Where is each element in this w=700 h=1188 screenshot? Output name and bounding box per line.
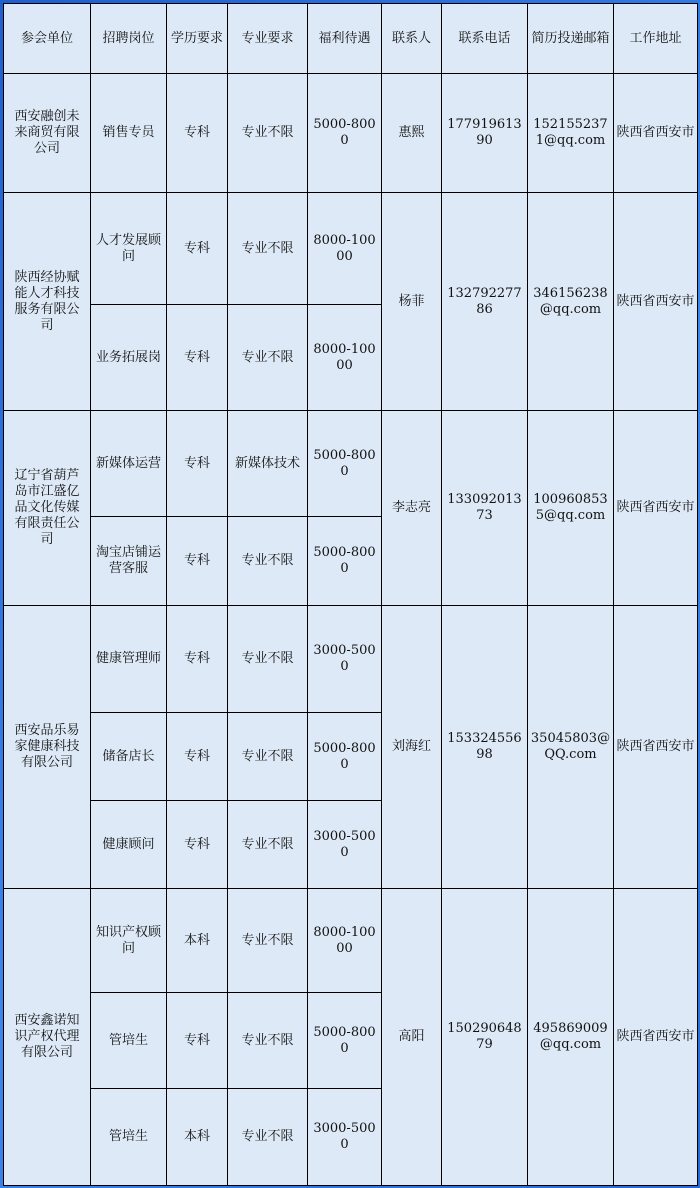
job-salary: 5000-8000: [308, 517, 382, 606]
header-contact: 联系人: [382, 4, 442, 74]
job-salary: 3000-5000: [308, 1089, 382, 1186]
job-major: 专业不限: [228, 74, 308, 193]
job-title: 知识产权顾问: [91, 889, 167, 993]
job-title: 淘宝店铺运营客服: [91, 517, 167, 606]
job-title: 业务拓展岗: [91, 305, 167, 411]
contact-name: 刘海红: [382, 606, 442, 889]
job-salary: 3000-5000: [308, 801, 382, 889]
recruitment-table: [3, 3, 698, 1186]
header-position: 招聘岗位: [91, 4, 167, 74]
header-education: 学历要求: [167, 4, 228, 74]
work-address: 陕西省西安市: [614, 411, 698, 606]
resume-email: 1521552371@qq.com: [528, 74, 614, 193]
job-major: 专业不限: [228, 713, 308, 801]
job-major: 专业不限: [228, 1089, 308, 1186]
job-salary: 8000-10000: [308, 889, 382, 993]
company-name: 西安品乐易家健康科技有限公司: [4, 606, 91, 889]
contact-phone: 15029064879: [442, 889, 528, 1186]
work-address: 陕西省西安市: [614, 74, 698, 193]
job-title: 管培生: [91, 993, 167, 1089]
resume-email: 35045803@QQ.com: [528, 606, 614, 889]
company-name: 辽宁省葫芦岛市江盛亿品文化传媒有限责任公司: [4, 411, 91, 606]
job-salary: 8000-10000: [308, 305, 382, 411]
job-education: 本科: [167, 889, 228, 993]
job-major: 专业不限: [228, 193, 308, 305]
resume-email: 1009608535@qq.com: [528, 411, 614, 606]
job-major: 专业不限: [228, 801, 308, 889]
work-address: 陕西省西安市: [614, 193, 698, 411]
job-salary: 5000-8000: [308, 74, 382, 193]
work-address: 陕西省西安市: [614, 889, 698, 1186]
contact-name: 高阳: [382, 889, 442, 1186]
header-salary: 福利待遇: [308, 4, 382, 74]
table-row: [4, 74, 698, 193]
job-major: 新媒体技术: [228, 411, 308, 517]
job-salary: 8000-10000: [308, 193, 382, 305]
company-name: 西安鑫诺知识产权代理有限公司: [4, 889, 91, 1186]
header-company: 参会单位: [4, 4, 91, 74]
header-major: 专业要求: [228, 4, 308, 74]
job-title: 销售专员: [91, 74, 167, 193]
contact-name: 惠熙: [382, 74, 442, 193]
table-row: [4, 606, 698, 713]
company-name: 陕西经协赋能人才科技服务有限公司: [4, 193, 91, 411]
resume-email: 346156238@qq.com: [528, 193, 614, 411]
job-title: 储备店长: [91, 713, 167, 801]
job-education: 专科: [167, 193, 228, 305]
contact-phone: 17791961390: [442, 74, 528, 193]
job-education: 专科: [167, 411, 228, 517]
job-major: 专业不限: [228, 305, 308, 411]
job-title: 健康顾问: [91, 801, 167, 889]
job-education: 专科: [167, 74, 228, 193]
table-row: [4, 889, 698, 993]
header-address: 工作地址: [614, 4, 698, 74]
contact-phone: 15332455698: [442, 606, 528, 889]
job-education: 专科: [167, 517, 228, 606]
job-salary: 5000-8000: [308, 713, 382, 801]
contact-name: 李志亮: [382, 411, 442, 606]
resume-email: 495869009@qq.com: [528, 889, 614, 1186]
job-title: 健康管理师: [91, 606, 167, 713]
job-salary: 5000-8000: [308, 411, 382, 517]
header-email: 简历投递邮箱: [528, 4, 614, 74]
work-address: 陕西省西安市: [614, 606, 698, 889]
job-major: 专业不限: [228, 606, 308, 713]
job-education: 专科: [167, 713, 228, 801]
job-education: 专科: [167, 305, 228, 411]
job-major: 专业不限: [228, 517, 308, 606]
recruitment-sheet: [3, 3, 697, 1185]
contact-name: 杨菲: [382, 193, 442, 411]
job-education: 本科: [167, 1089, 228, 1186]
job-major: 专业不限: [228, 993, 308, 1089]
contact-phone: 13279227786: [442, 193, 528, 411]
job-education: 专科: [167, 801, 228, 889]
table-row: [4, 193, 698, 305]
job-salary: 5000-8000: [308, 993, 382, 1089]
job-major: 专业不限: [228, 889, 308, 993]
job-education: 专科: [167, 993, 228, 1089]
job-title: 管培生: [91, 1089, 167, 1186]
header-phone: 联系电话: [442, 4, 528, 74]
job-title: 人才发展顾问: [91, 193, 167, 305]
contact-phone: 13309201373: [442, 411, 528, 606]
job-education: 专科: [167, 606, 228, 713]
job-title: 新媒体运营: [91, 411, 167, 517]
table-row: [4, 411, 698, 517]
company-name: 西安融创未来商贸有限公司: [4, 74, 91, 193]
job-salary: 3000-5000: [308, 606, 382, 713]
header-row: [4, 4, 698, 74]
